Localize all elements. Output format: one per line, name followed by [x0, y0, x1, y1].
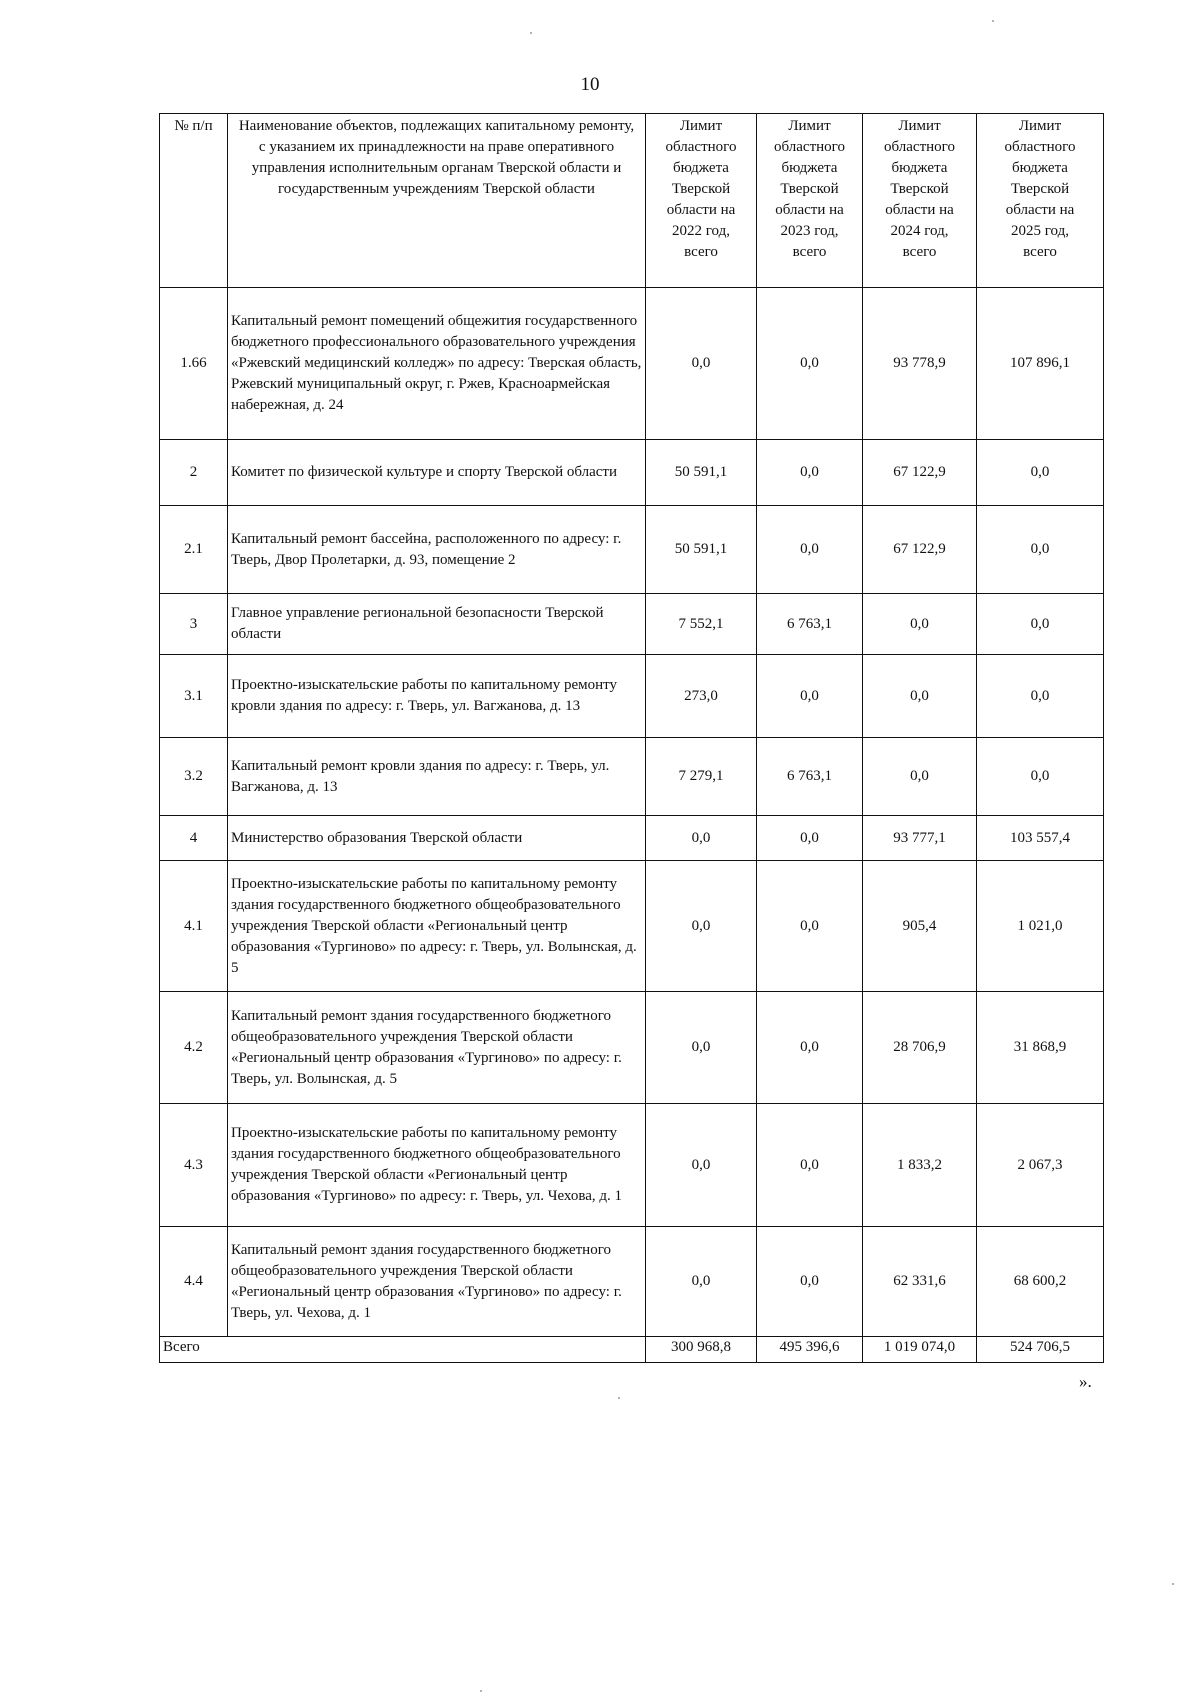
limit-2023: 0,0	[757, 1227, 863, 1337]
object-name: Капитальный ремонт бассейна, расположенного по адресу: г. Тверь, Двор Пролетарки, д. 93, помещение 2	[228, 506, 646, 594]
table-row	[160, 1104, 1104, 1227]
limit-2025: 1 021,0	[977, 861, 1104, 992]
object-name: Проектно-изыскательские работы по капитальному ремонту здания государственного бюджетного общеобразовательного учреждения Тверской области «Региональный центр образования «Тургиново» по адресу: г. Тверь, ул. Волынская, д. 5	[228, 861, 646, 992]
scan-speck	[618, 1397, 620, 1399]
object-name: Комитет по физической культуре и спорту Тверской области	[228, 440, 646, 506]
limit-2024: 62 331,6	[863, 1227, 977, 1337]
header-limit-2022: Лимит областного бюджета Тверской области на 2022 год, всего	[646, 114, 757, 288]
row-number: 2	[160, 440, 228, 506]
limit-2023: 0,0	[757, 816, 863, 861]
object-name: Капитальный ремонт кровли здания по адресу: г. Тверь, ул. Вагжанова, д. 13	[228, 738, 646, 816]
limit-2023: 0,0	[757, 506, 863, 594]
limit-2024: 0,0	[863, 738, 977, 816]
limit-2022: 0,0	[646, 816, 757, 861]
object-name: Капитальный ремонт помещений общежития государственного бюджетного профессионального образовательного учреждения «Ржевский медицинский колледж» по адресу: Тверская область, Ржевский муниципальный округ, г. Ржев, Красноармейская набережная, д. 24	[228, 288, 646, 440]
scan-speck	[1172, 1583, 1174, 1585]
table-row	[160, 506, 1104, 594]
object-name: Капитальный ремонт здания государственного бюджетного общеобразовательного учреждения Тверской области «Региональный центр образования «Тургиново» по адресу: г. Тверь, ул. Чехова, д. 1	[228, 1227, 646, 1337]
total-2023: 495 396,6	[757, 1337, 863, 1363]
limit-2024: 1 833,2	[863, 1104, 977, 1227]
limit-2022: 0,0	[646, 992, 757, 1104]
row-number: 1.66	[160, 288, 228, 440]
scan-speck	[530, 32, 532, 34]
header-row-number: № п/п	[160, 114, 228, 288]
scan-speck	[480, 1690, 482, 1692]
closing-quote-mark: ».	[1079, 1372, 1092, 1391]
limit-2022: 0,0	[646, 1104, 757, 1227]
table-row	[160, 440, 1104, 506]
limit-2023: 0,0	[757, 861, 863, 992]
row-number: 3	[160, 594, 228, 655]
row-number: 4.1	[160, 861, 228, 992]
limit-2025: 0,0	[977, 440, 1104, 506]
row-number: 4.2	[160, 992, 228, 1104]
header-limit-2024: Лимит областного бюджета Тверской области на 2024 год, всего	[863, 114, 977, 288]
total-2024: 1 019 074,0	[863, 1337, 977, 1363]
header-limit-2023: Лимит областного бюджета Тверской области на 2023 год, всего	[757, 114, 863, 288]
total-label: Всего	[160, 1337, 646, 1363]
limit-2023: 0,0	[757, 655, 863, 738]
limit-2024: 93 778,9	[863, 288, 977, 440]
limit-2025: 103 557,4	[977, 816, 1104, 861]
total-2025: 524 706,5	[977, 1337, 1104, 1363]
limit-2025: 0,0	[977, 594, 1104, 655]
total-row	[160, 1337, 1104, 1363]
limit-2025: 0,0	[977, 738, 1104, 816]
limit-2025: 68 600,2	[977, 1227, 1104, 1337]
limit-2024: 905,4	[863, 861, 977, 992]
limit-2022: 50 591,1	[646, 506, 757, 594]
row-number: 4	[160, 816, 228, 861]
limit-2023: 0,0	[757, 440, 863, 506]
limit-2025: 107 896,1	[977, 288, 1104, 440]
object-name: Проектно-изыскательские работы по капитальному ремонту кровли здания по адресу: г. Тверь, ул. Вагжанова, д. 13	[228, 655, 646, 738]
table-row	[160, 861, 1104, 992]
row-number: 4.4	[160, 1227, 228, 1337]
page-number: 10	[580, 74, 600, 95]
table-row	[160, 816, 1104, 861]
header-limit-2025: Лимит областного бюджета Тверской области на 2025 год, всего	[977, 114, 1104, 288]
table-row	[160, 992, 1104, 1104]
limit-2024: 0,0	[863, 655, 977, 738]
limit-2025: 31 868,9	[977, 992, 1104, 1104]
table-header-row	[160, 114, 1104, 288]
object-name: Министерство образования Тверской области	[228, 816, 646, 861]
limit-2022: 7 552,1	[646, 594, 757, 655]
limit-2022: 7 279,1	[646, 738, 757, 816]
limit-2025: 0,0	[977, 655, 1104, 738]
table-row	[160, 1227, 1104, 1337]
limit-2022: 273,0	[646, 655, 757, 738]
limit-2023: 0,0	[757, 1104, 863, 1227]
row-number: 3.2	[160, 738, 228, 816]
limit-2023: 0,0	[757, 992, 863, 1104]
limit-2022: 50 591,1	[646, 440, 757, 506]
limit-2022: 0,0	[646, 861, 757, 992]
object-name: Главное управление региональной безопасности Тверской области	[228, 594, 646, 655]
row-number: 4.3	[160, 1104, 228, 1227]
row-number: 3.1	[160, 655, 228, 738]
table-row	[160, 288, 1104, 440]
limit-2024: 67 122,9	[863, 440, 977, 506]
row-number: 2.1	[160, 506, 228, 594]
limit-2025: 2 067,3	[977, 1104, 1104, 1227]
limit-2025: 0,0	[977, 506, 1104, 594]
limit-2022: 0,0	[646, 1227, 757, 1337]
object-name: Проектно-изыскательские работы по капитальному ремонту здания государственного бюджетного общеобразовательного учреждения Тверской области «Региональный центр образования «Тургиново» по адресу: г. Тверь, ул. Чехова, д. 1	[228, 1104, 646, 1227]
limit-2024: 93 777,1	[863, 816, 977, 861]
limit-2023: 6 763,1	[757, 738, 863, 816]
table-row	[160, 655, 1104, 738]
table-row	[160, 738, 1104, 816]
limit-2024: 0,0	[863, 594, 977, 655]
limit-2023: 0,0	[757, 288, 863, 440]
header-object-name: Наименование объектов, подлежащих капитальному ремонту, с указанием их принадлежности на праве оперативного управления исполнительным органам Тверской области и государственным учреждениям Тверской области	[228, 114, 646, 288]
limit-2023: 6 763,1	[757, 594, 863, 655]
object-name: Капитальный ремонт здания государственного бюджетного общеобразовательного учреждения Тверской области «Региональный центр образования «Тургиново» по адресу: г. Тверь, ул. Волынская, д. 5	[228, 992, 646, 1104]
capital-repair-budget-table	[159, 113, 1104, 1363]
limit-2024: 67 122,9	[863, 506, 977, 594]
limit-2024: 28 706,9	[863, 992, 977, 1104]
table-row	[160, 594, 1104, 655]
limit-2022: 0,0	[646, 288, 757, 440]
total-2022: 300 968,8	[646, 1337, 757, 1363]
scan-speck	[992, 20, 994, 22]
